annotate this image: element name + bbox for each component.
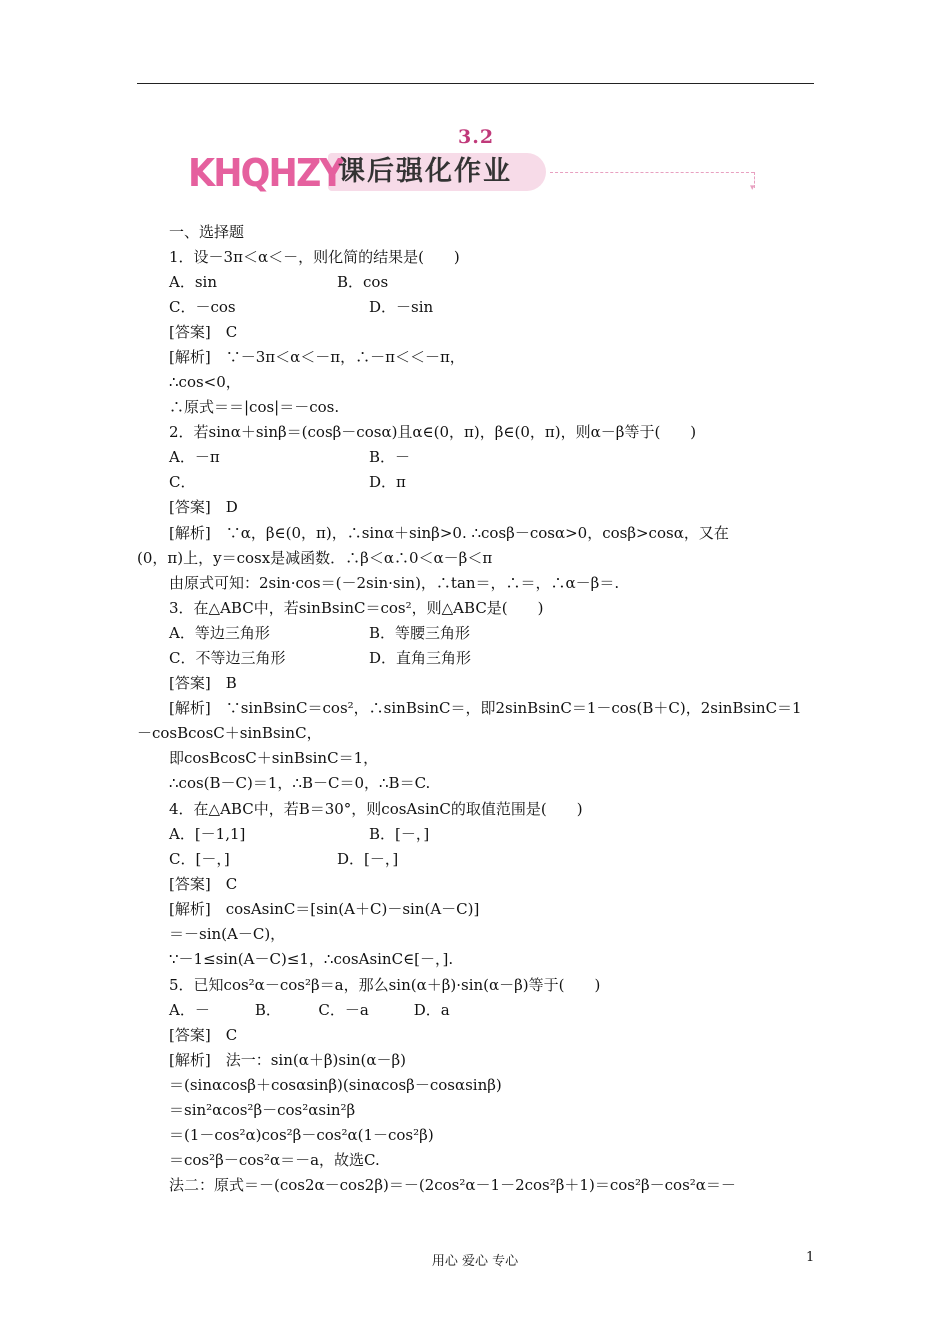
- q3-option-d: D．直角三角形: [369, 649, 472, 667]
- q4-analysis-line: ＝－sin(A－C)，: [169, 925, 286, 943]
- page-number: 1: [806, 1250, 815, 1265]
- q4-option-d: D．[－，]: [337, 850, 399, 868]
- q3-analysis: [解析] ∵sinBsinC＝cos²，∴sinBsinC＝，即2sinBsinC＝1－cos(B＋C)，2sinBsinC＝1: [169, 699, 802, 717]
- q4-answer: [答案] C: [169, 875, 238, 893]
- q4-option-b: B．[－，]: [369, 825, 430, 843]
- question-2: 2．若sinα＋sinβ＝(cosβ－cosα)且α∈(0，π)，β∈(0，π)，则α－β等于( ): [169, 423, 697, 441]
- q1-option-a: A．sin: [169, 273, 217, 291]
- q2-option-c: C．: [169, 473, 196, 491]
- q5-analysis-line: ＝(sinαcosβ＋cosαsinβ)(sinαcosβ－cosαsinβ): [169, 1076, 502, 1094]
- question-1: 1．设－3π＜α＜－，则化简的结果是( ): [169, 248, 460, 266]
- q4-option-a: A．[－1,1]: [169, 825, 246, 843]
- q2-analysis: [解析] ∵α，β∈(0，π)，∴sinα＋sinβ>0. ∴cosβ－cosα>0，cosβ>cosα，又在: [169, 524, 729, 542]
- q1-answer: [答案] C: [169, 323, 238, 341]
- footer-motto: 用心 爱心 专心: [431, 1254, 519, 1269]
- q3-answer: [答案] B: [169, 674, 237, 692]
- question-5: 5．已知cos²α－cos²β＝a，那么sin(α＋β)·sin(α－β)等于( ): [169, 976, 601, 994]
- q5-options: A．－ B． C．－a D．a: [169, 1001, 450, 1019]
- q5-analysis: [解析] 法一：sin(α＋β)sin(α－β): [169, 1051, 407, 1069]
- section-number: 3.2: [458, 126, 495, 148]
- question-3: 3．在△ABC中，若sinBsinC＝cos²，则△ABC是( ): [169, 599, 544, 617]
- q1-analysis: [解析] ∵－3π＜α＜－π，∴－π＜＜－π，: [169, 348, 465, 366]
- q5-answer: [答案] C: [169, 1026, 238, 1044]
- q4-analysis-line: ∵－1≤sin(A－C)≤1，∴cosAsinC∈[－，].: [169, 950, 454, 968]
- q3-analysis-line: ∴cos(B－C)＝1，∴B－C＝0，∴B＝C.: [169, 774, 431, 792]
- q5-analysis-line: ＝(1－cos²α)cos²β－cos²α(1－cos²β): [169, 1126, 434, 1144]
- q2-answer: [答案] D: [169, 498, 238, 516]
- q5-analysis-line: ＝cos²β－cos²α＝－a，故选C.: [169, 1151, 380, 1169]
- q1-option-c: C．－cos: [169, 298, 236, 316]
- q1-analysis-line: ∴原式＝＝|cos|＝－cos.: [169, 398, 340, 416]
- q4-analysis: [解析] cosAsinC＝[sin(A＋C)－sin(A－C)]: [169, 900, 480, 918]
- q3-option-b: B．等腰三角形: [369, 624, 471, 642]
- q2-analysis-line: 由原式可知：2sin·cos＝(－2sin·sin)，∴tan＝，∴＝，∴α－β＝.: [169, 574, 620, 592]
- q1-option-d: D．－sin: [369, 298, 434, 316]
- q2-option-d: D．π: [369, 473, 406, 491]
- q5-analysis-line: ＝sin²αcos²β－cos²αsin²β: [169, 1101, 356, 1119]
- q3-analysis-line: 即cosBcosC＋sinBsinC＝1，: [169, 749, 379, 767]
- q3-analysis-line: －cosBcosC＋sinBsinC，: [137, 724, 322, 742]
- arrow-down-icon: ▾: [750, 183, 755, 193]
- q2-analysis-line: (0，π)上，y＝cosx是减函数．∴β＜α∴0＜α－β＜π: [137, 549, 493, 567]
- q5-method-2: 法二：原式＝－(cos2α－cos2β)＝－(2cos²α－1－2cos²β＋1)＝cos²β－cos²α＝－: [169, 1176, 736, 1194]
- q2-option-a: A．－π: [169, 448, 220, 466]
- section-heading: 一、选择题: [169, 223, 245, 241]
- q3-option-c: C．不等边三角形: [169, 649, 286, 667]
- q2-option-b: B．－: [369, 448, 411, 466]
- q4-option-c: C．[－，]: [169, 850, 230, 868]
- banner-title: 课后强化作业: [338, 156, 512, 187]
- question-4: 4．在△ABC中，若B＝30°，则cosAsinC的取值范围是( ): [169, 800, 583, 818]
- q1-analysis-line: ∴cos<0，: [169, 373, 241, 391]
- banner-logo: KHQHZY: [188, 151, 343, 195]
- q1-option-b: B．cos: [337, 273, 389, 291]
- q3-option-a: A．等边三角形: [169, 624, 270, 642]
